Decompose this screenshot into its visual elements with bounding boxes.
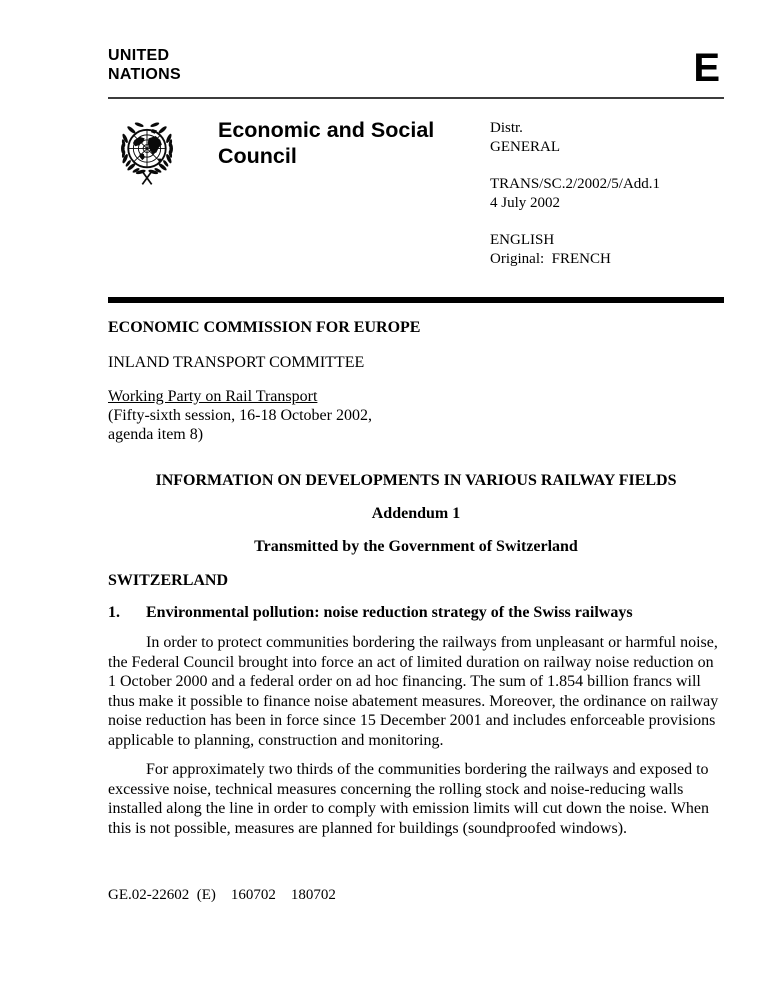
series-letter: E [693, 46, 720, 90]
doc-language: ENGLISH [490, 232, 555, 248]
org-line1: UNITED [108, 47, 170, 64]
transmitted-by: Transmitted by the Government of Switzerland [254, 538, 578, 555]
section-number: 1. [108, 604, 120, 621]
working-party-title: Working Party on Rail Transport [108, 388, 318, 405]
thick-divider [108, 297, 724, 303]
document-header [108, 46, 724, 99]
section-title: Environmental pollution: noise reduction strategy of the Swiss railways [146, 604, 633, 621]
doc-info-column [490, 115, 660, 287]
doc-date: 4 July 2002 [490, 195, 561, 211]
section-heading [108, 602, 724, 624]
country-heading: SWITZERLAND [108, 572, 229, 589]
doc-symbol: TRANS/SC.2/2002/5/Add.1 [490, 176, 661, 192]
footer-reference: GE.02-22602 (E) 160702 180702 [108, 887, 336, 903]
committee-heading: INLAND TRANSPORT COMMITTEE [108, 354, 365, 371]
document-title: INFORMATION ON DEVELOPMENTS IN VARIOUS RAILWAY FIELDS [155, 472, 677, 489]
un-emblem-icon [108, 117, 186, 191]
united-nations-label [108, 46, 181, 84]
original-language: Original: FRENCH [490, 251, 611, 267]
paragraph-1: In order to protect communities bordering the railways from unpleasant or harmful noise, the Federal Council brought into force an act of limited duration on railway noise reduction on 1 October 2000 and a federal order on ad hoc financing. The sum of 1.854 billion francs will thus make it possible to finance noise abatement measures. Moreover, the ordinance on railway noise reduction has been in force since 15 December 2001 and includes enforceable provisions applicable to planning, construction and monitoring. [108, 634, 719, 749]
working-party-block [108, 387, 724, 444]
council-title-line2: Council [218, 144, 297, 168]
session-line1: (Fifty-sixth session, 16-18 October 2002, [108, 407, 372, 424]
distribution-block [490, 119, 660, 157]
org-line2: NATIONS [108, 66, 181, 83]
masthead [108, 115, 724, 287]
council-title-line1: Economic and Social [218, 118, 435, 142]
addendum-label: Addendum 1 [371, 505, 461, 522]
session-line2: agenda item 8) [108, 426, 204, 443]
commission-heading: ECONOMIC COMMISSION FOR EUROPE [108, 319, 421, 336]
council-title [218, 115, 490, 287]
language-block [490, 231, 660, 269]
distr-label: Distr. [490, 120, 523, 136]
paragraph-2: For approximately two thirds of the communities bordering the railways and exposed to excessive noise, technical measures concerning the rolling stock and noise-reducing walls installed along the line in order to comply with emission limits will cut down the noise. When this is not possible, measures are planned for buildings (soundproofed windows). [108, 761, 709, 837]
distr-value: GENERAL [490, 139, 560, 155]
symbol-block [490, 175, 660, 213]
